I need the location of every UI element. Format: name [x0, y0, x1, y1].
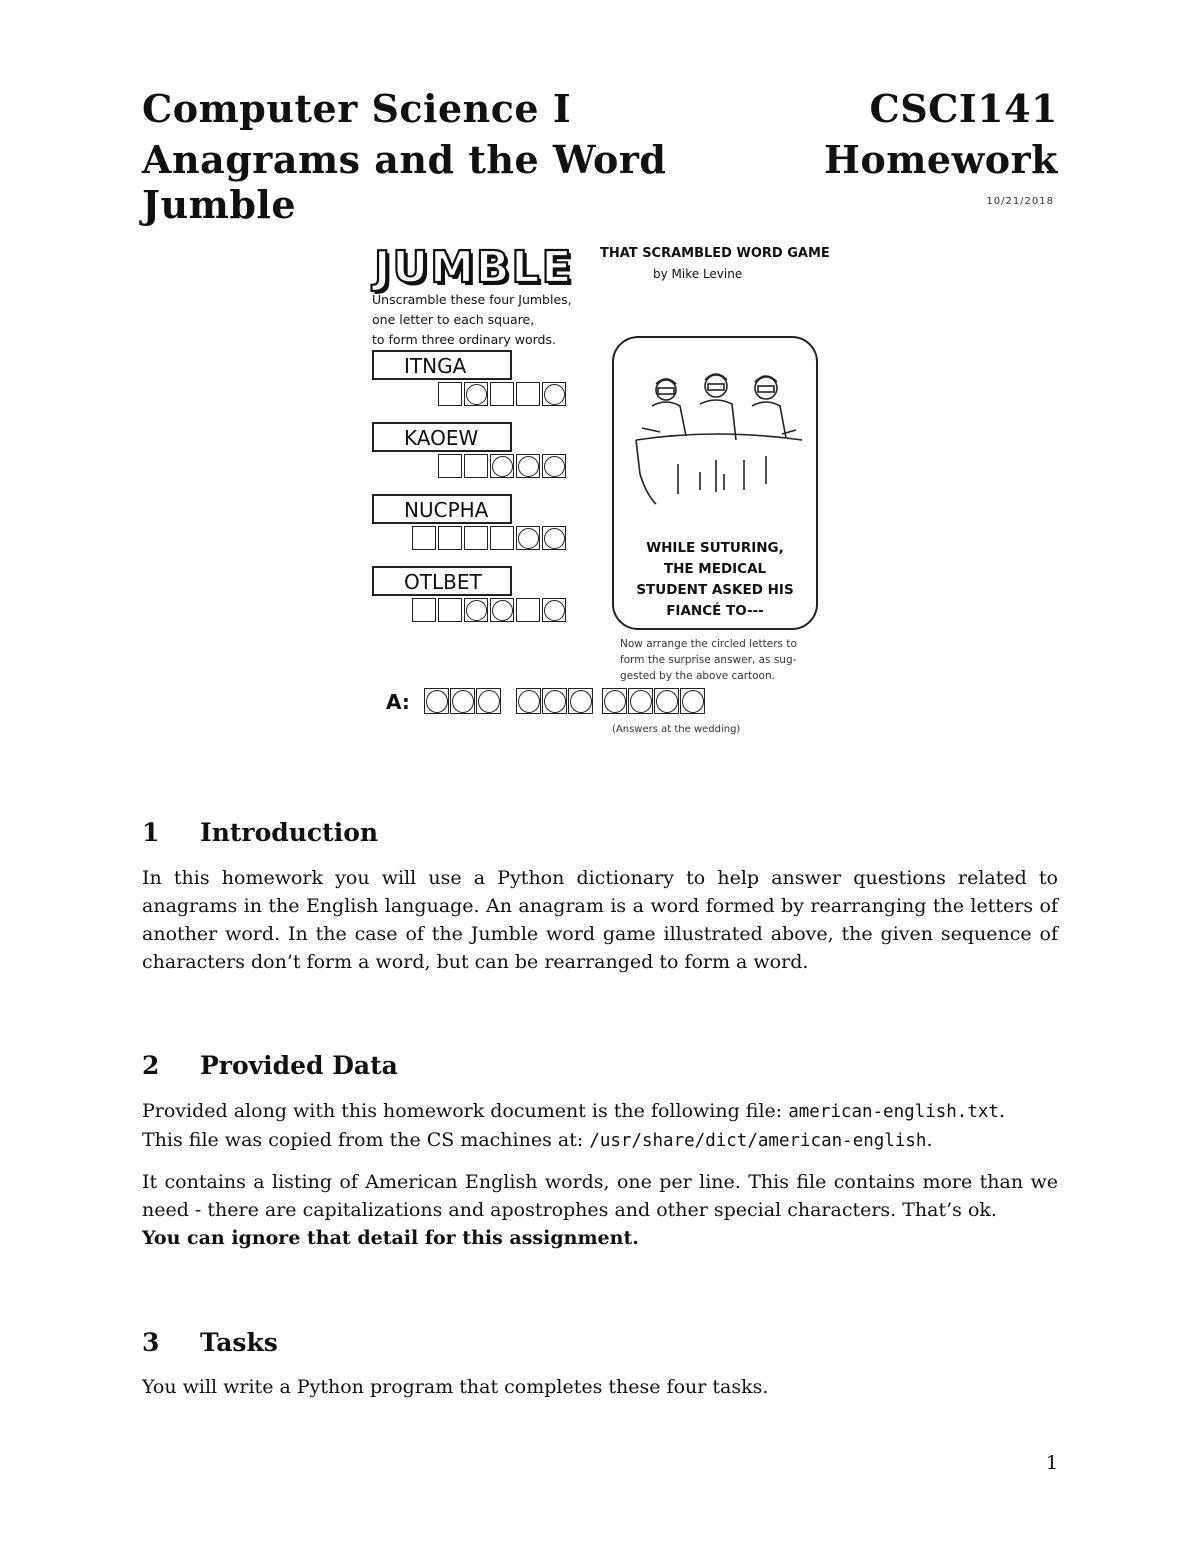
- circled-letter-square: [516, 526, 540, 550]
- letter-square: [516, 598, 540, 622]
- text-run: It contains a listing of American English words, one per line. This file contains more than we need - there are capitalizations and apostrophes and other special characters. That’s ok.: [142, 1171, 1058, 1221]
- page-number: 1: [1045, 1452, 1058, 1474]
- circled-letter-square: [542, 526, 566, 550]
- letter-square: [438, 526, 462, 550]
- letter-square: [490, 382, 514, 406]
- section-title: Tasks: [200, 1328, 278, 1357]
- jumble-word: NUCPHA: [372, 494, 512, 524]
- jumble-word: ITNGA: [372, 350, 512, 380]
- letter-square: [464, 454, 488, 478]
- file-path: /usr/share/dict/american-english: [589, 1131, 927, 1151]
- caption-line: FIANCÉ TO---: [666, 603, 764, 619]
- jumble-word: KAOEW: [372, 422, 512, 452]
- answers-note: (Answers at the wedding): [612, 724, 741, 735]
- file-name: american-english.txt: [788, 1102, 999, 1122]
- letter-squares: [412, 526, 568, 550]
- note-line: gested by the above cartoon.: [620, 670, 775, 682]
- provided-paragraph-2: [142, 1168, 1058, 1252]
- note-line: form the surprise answer, as sug-: [620, 654, 797, 666]
- caption-line: STUDENT ASKED HIS: [636, 582, 794, 598]
- circled-letter-square: [542, 454, 566, 478]
- puzzle-byline: by Mike Levine: [653, 267, 743, 281]
- answer-letter-square: [680, 688, 705, 714]
- text-run: .: [926, 1129, 933, 1151]
- jumble-word: OTLBET: [372, 566, 512, 596]
- title-row-1: [142, 86, 1058, 131]
- puzzle-tagline: THAT SCRAMBLED WORD GAME: [600, 246, 830, 261]
- letter-square: [516, 382, 540, 406]
- letter-squares: [412, 598, 568, 622]
- section-number: 3: [142, 1328, 160, 1357]
- circled-letter-square: [516, 454, 540, 478]
- answer-letter-square: [450, 688, 475, 714]
- answer-letter-square: [516, 688, 541, 714]
- section-heading: [142, 1328, 278, 1357]
- tasks-paragraph: You will write a Python program that completes these four tasks.: [142, 1376, 769, 1398]
- jumble-puzzle-figure: [360, 238, 840, 738]
- circled-letter-square: [490, 454, 514, 478]
- jumble-logo: JUMBLE: [374, 242, 574, 293]
- letter-square: [412, 526, 436, 550]
- provided-paragraph-1: [142, 1097, 1058, 1155]
- circled-letter-square: [542, 598, 566, 622]
- document-date: 10/21/2018: [986, 196, 1054, 207]
- answer-letter-square: [542, 688, 567, 714]
- letter-square: [438, 454, 462, 478]
- letter-square: [412, 598, 436, 622]
- caption-line: THE MEDICAL: [663, 561, 767, 577]
- letter-squares: [438, 454, 568, 478]
- title-row-2: [142, 137, 1058, 227]
- course-title: Computer Science I: [142, 86, 572, 131]
- section-number: 1: [142, 818, 160, 847]
- letter-squares: [438, 382, 568, 406]
- assignment-title: Anagrams and the Word Jumble: [142, 137, 667, 227]
- circled-letter-square: [490, 598, 514, 622]
- cartoon-caption: [614, 538, 816, 622]
- letter-square: [490, 526, 514, 550]
- instruction-line: one letter to each square,: [372, 312, 535, 327]
- answer-word-group: [516, 688, 594, 714]
- section-heading: [142, 1051, 398, 1080]
- section-number: 2: [142, 1051, 160, 1080]
- bold-note: You can ignore that detail for this assignment.: [142, 1227, 639, 1249]
- section-title: Provided Data: [200, 1051, 398, 1080]
- section-title: Introduction: [200, 818, 379, 847]
- caption-line: WHILE SUTURING,: [646, 540, 784, 556]
- circled-letter-square: [542, 382, 566, 406]
- circled-letter-square: [464, 598, 488, 622]
- intro-paragraph: In this homework you will use a Python dictionary to help answer questions related to anagrams in the English language. An anagram is a word formed by rearranging the letters of another word. In the case of the Jumble word game illustrated above, the given sequence of characters don’t form a word, but can be rearranged to form a word.: [142, 867, 1058, 973]
- answer-word-group: [424, 688, 502, 714]
- answer-letter-square: [424, 688, 449, 714]
- course-code: CSCI141: [869, 86, 1058, 131]
- answer-label: A:: [386, 690, 410, 714]
- note-line: Now arrange the circled letters to: [620, 638, 797, 650]
- letter-square: [438, 598, 462, 622]
- instruction-line: to form three ordinary words.: [372, 332, 556, 347]
- answer-letter-square: [654, 688, 679, 714]
- section-heading: [142, 818, 378, 847]
- text-run: .: [998, 1100, 1005, 1122]
- circled-letter-square: [464, 382, 488, 406]
- answer-letter-square: [568, 688, 593, 714]
- letter-square: [438, 382, 462, 406]
- answer-word-group: [602, 688, 706, 714]
- letter-square: [464, 526, 488, 550]
- instruction-line: Unscramble these four Jumbles,: [372, 292, 572, 307]
- assignment-type: Homework: [823, 137, 1058, 182]
- answer-letter-square: [628, 688, 653, 714]
- puzzle-instructions: [372, 290, 602, 350]
- answer-letter-square: [602, 688, 627, 714]
- cartoon-panel: [612, 336, 818, 630]
- text-run: This file was copied from the CS machines at:: [142, 1129, 590, 1151]
- text-run: Provided along with this homework document is the following file:: [142, 1100, 789, 1122]
- surgeons-illustration: [616, 344, 816, 544]
- answer-letter-square: [476, 688, 501, 714]
- arrange-note: [620, 636, 820, 684]
